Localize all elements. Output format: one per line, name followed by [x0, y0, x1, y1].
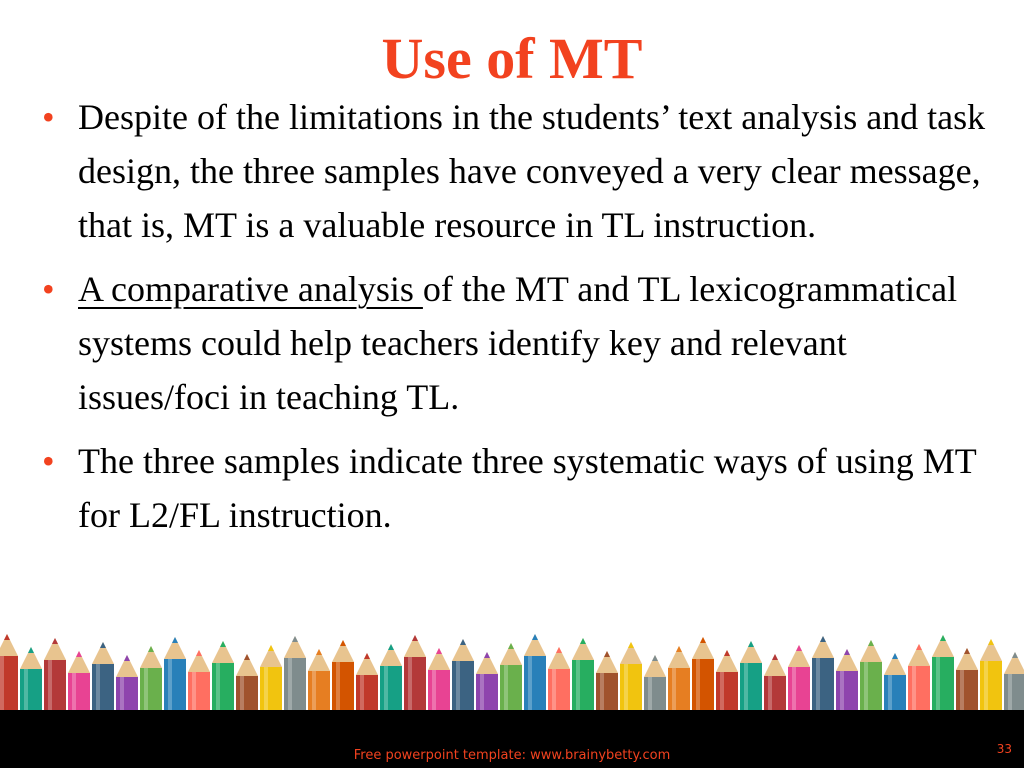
slide-title: Use of MT: [381, 26, 643, 91]
pencil-icon: [44, 638, 66, 712]
bullet-text: of the MT and TL lexicogrammatical systems could help teachers identify key and relevant issues/foci in teaching TL.: [78, 269, 958, 417]
pencil-icon: [116, 655, 138, 712]
pencil-icon: [956, 648, 978, 712]
bullet-item: [30, 262, 990, 424]
pencil-icon: [356, 653, 378, 712]
pencil-icon: [20, 647, 42, 712]
bullet-icon: •: [42, 97, 55, 137]
pencil-icon: [428, 648, 450, 712]
pencil-icon: [980, 639, 1002, 712]
pencil-icon: [212, 641, 234, 712]
pencil-icon: [260, 645, 282, 712]
pencil-icon: [332, 640, 354, 712]
pencil-icon: [68, 651, 90, 712]
pencil-icon: [164, 637, 186, 712]
pencil-icon: [812, 636, 834, 712]
pencil-icon: [236, 654, 258, 712]
pencil-icon: [476, 652, 498, 712]
pencil-icon: [620, 642, 642, 712]
pencil-icon: [92, 642, 114, 712]
bullet-text: Despite of the limitations in the students’ text analysis and task design, the three samples have conveyed a very clear message, that is, MT is a valuable resource in TL instruction.: [78, 97, 986, 245]
bullet-list: [30, 90, 990, 552]
pencil-icon: [644, 655, 666, 712]
pencil-icon: [692, 637, 714, 712]
bullet-icon: •: [42, 441, 55, 481]
footer-bar: [0, 710, 1024, 768]
underlined-phrase: A comparative analysis: [78, 269, 423, 309]
pencil-icon: [572, 638, 594, 712]
pencil-icon: [884, 653, 906, 712]
footer-text: Free powerpoint template: www.brainybetty.com: [353, 748, 671, 763]
pencil-icon: [524, 634, 546, 712]
pencil-icon: [140, 646, 162, 712]
pencil-icon: [596, 651, 618, 712]
bullet-item: [30, 90, 990, 252]
bullet-icon: •: [42, 269, 55, 309]
bullet-item: [30, 434, 990, 542]
pencils-decoration: [0, 620, 1024, 712]
pencil-icon: [500, 643, 522, 712]
pencil-icon: [740, 641, 762, 712]
pencil-icon: [788, 645, 810, 712]
pencil-icon: [860, 640, 882, 712]
bullet-text: The three samples indicate three systematic ways of using MT for L2/FL instruction.: [78, 441, 977, 535]
pencil-icon: [452, 639, 474, 712]
pencil-icon: [716, 650, 738, 712]
pencil-icon: [764, 654, 786, 712]
pencil-icon: [380, 644, 402, 712]
pencil-icon: [668, 646, 690, 712]
pencil-icon: [284, 636, 306, 712]
pencil-icon: [548, 647, 570, 712]
pencil-icon: [836, 649, 858, 712]
pencil-icon: [308, 649, 330, 712]
pencil-icon: [908, 644, 930, 712]
pencil-icon: [404, 635, 426, 712]
pencil-icon: [1004, 652, 1024, 712]
pencil-icon: [932, 635, 954, 712]
pencil-icon: [0, 634, 18, 712]
page-number: 33: [996, 742, 1012, 756]
pencil-icon: [188, 650, 210, 712]
